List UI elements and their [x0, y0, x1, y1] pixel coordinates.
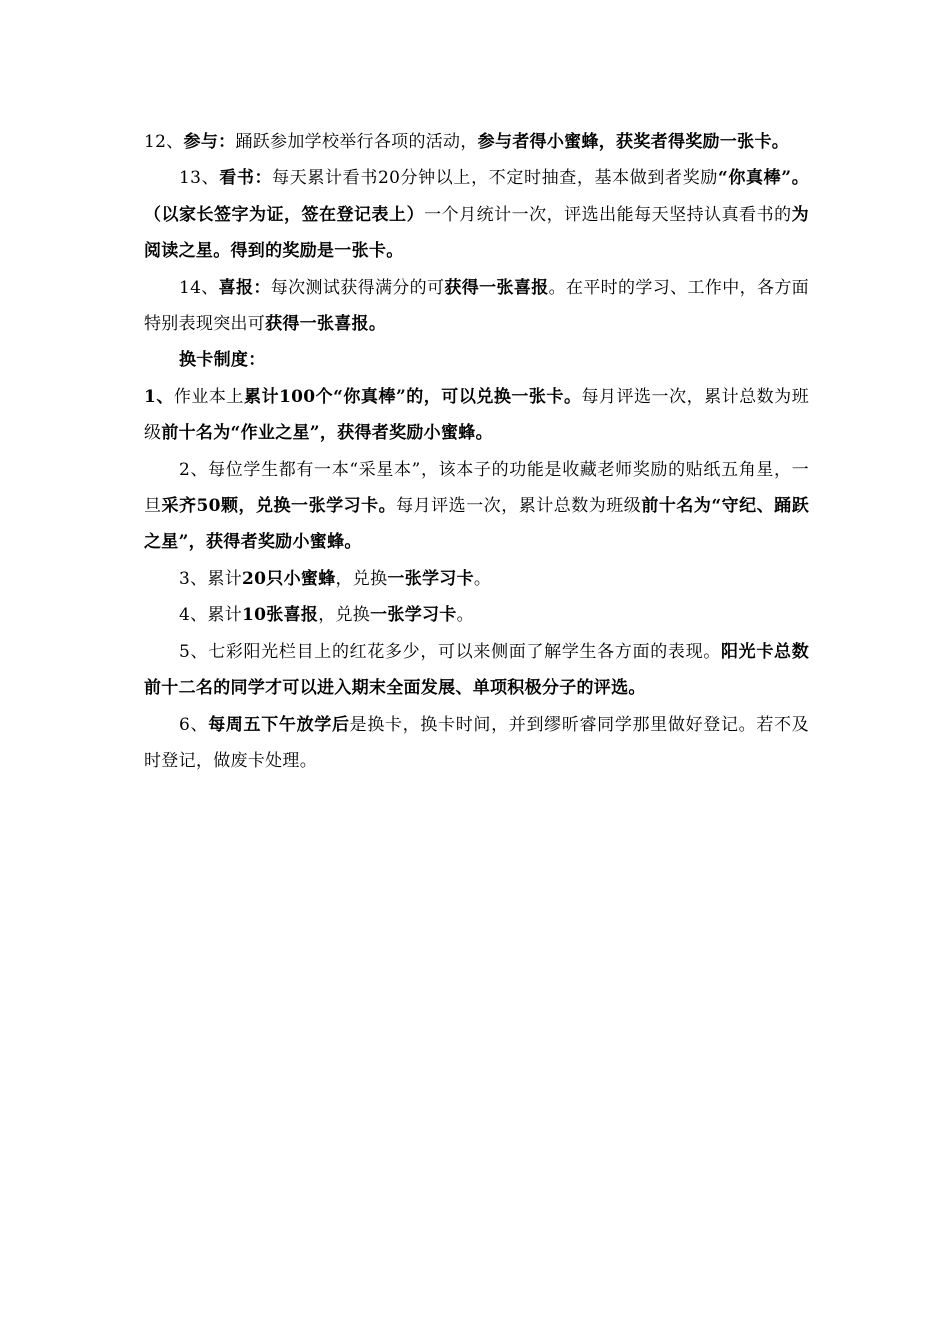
- text-run: 每月评选一次，累计总数为班级: [144, 386, 809, 444]
- bold-text-run: 采齐50颗，兑换一张学习卡。: [161, 496, 397, 517]
- bold-text-run: 前十名为“作业之星”，获得者奖励小蜜蜂。: [161, 423, 493, 444]
- text-run: 作业本上: [173, 386, 244, 407]
- paragraph-7: [144, 561, 809, 597]
- text-run: 2、每位学生都有一本“采星本”，该本子的功能是收藏老师奖励的贴纸五角星，一旦: [144, 459, 809, 517]
- text-run: 6、: [179, 714, 209, 735]
- text-run: ，兑换: [335, 568, 388, 589]
- bold-text-run: 获得一张喜报。: [265, 314, 387, 335]
- bold-text-run: 累计100个“你真棒”的，可以兑换一张卡。: [243, 386, 582, 407]
- text-run: 5、七彩阳光栏目上的红花多少，可以来侧面了解学生各方面的表现。: [179, 641, 721, 662]
- paragraph-8: [144, 597, 809, 633]
- text-run: 13、: [179, 168, 220, 189]
- text-run: 。在平时的学习、工作中，各方面特别表现突出可: [144, 277, 809, 335]
- bold-text-run: 参与：: [183, 132, 236, 152]
- paragraph-6: [144, 452, 809, 561]
- text-run: 每次测试获得满分的可: [270, 277, 445, 298]
- bold-text-run: “你真棒”。（以家长签字为证，签在登记表上）: [144, 168, 810, 225]
- paragraph-5: [144, 379, 809, 452]
- paragraph-1: [144, 124, 809, 160]
- text-run: 每天累计看书20分钟以上，不定时抽查，基本做到者奖励: [272, 168, 718, 189]
- bold-text-run: 看书：: [219, 168, 273, 189]
- text-run: 。: [456, 605, 474, 626]
- text-run: 12、: [144, 132, 184, 152]
- bold-text-run: 阳光卡总数前十二名的同学才可以进入期末全面发展、单项积极分子的评选。: [144, 641, 809, 699]
- bold-text-run: 换卡制度：: [179, 350, 266, 371]
- paragraph-2: [144, 160, 809, 269]
- text-run: ，兑换: [318, 605, 371, 626]
- document-body: [144, 124, 809, 779]
- bold-text-run: 20只小蜜蜂: [242, 568, 336, 589]
- text-run: 14、: [179, 277, 219, 298]
- bold-text-run: 每周五下午放学后: [208, 714, 350, 735]
- paragraph-10: [144, 707, 809, 780]
- text-run: 4、累计: [179, 605, 243, 626]
- text-run: 3、累计: [179, 568, 243, 589]
- bold-text-run: 10张喜报: [242, 605, 319, 626]
- text-run: 每月评选一次，累计总数为班级: [396, 496, 642, 517]
- paragraph-9: [144, 634, 809, 707]
- paragraph-4: [144, 342, 809, 378]
- text-run: 踊跃参加学校举行各项的活动，: [235, 132, 478, 152]
- text-run: 一个月统计一次，评选出能每天坚持认真看书的: [424, 204, 792, 225]
- bold-text-run: 参与者得小蜜蜂，获奖者得奖励一张卡。: [477, 132, 790, 152]
- bold-text-run: 为阅读之星。得到的奖励是一张卡。: [144, 204, 809, 262]
- bold-text-run: 1、: [144, 386, 174, 407]
- bold-text-run: 喜报：: [218, 277, 271, 298]
- bold-text-run: 获得一张喜报: [444, 277, 549, 298]
- paragraph-3: [144, 270, 809, 343]
- bold-text-run: 一张学习卡: [387, 568, 474, 589]
- bold-text-run: 前十名为“守纪、踊跃之星”，获得者奖励小蜜蜂。: [144, 496, 809, 553]
- bold-text-run: 一张学习卡: [370, 605, 457, 626]
- text-run: 。: [473, 568, 492, 589]
- text-run: 是换卡，换卡时间，并到缪昕睿同学那里做好登记。若不及时登记，做废卡处理。: [144, 714, 809, 771]
